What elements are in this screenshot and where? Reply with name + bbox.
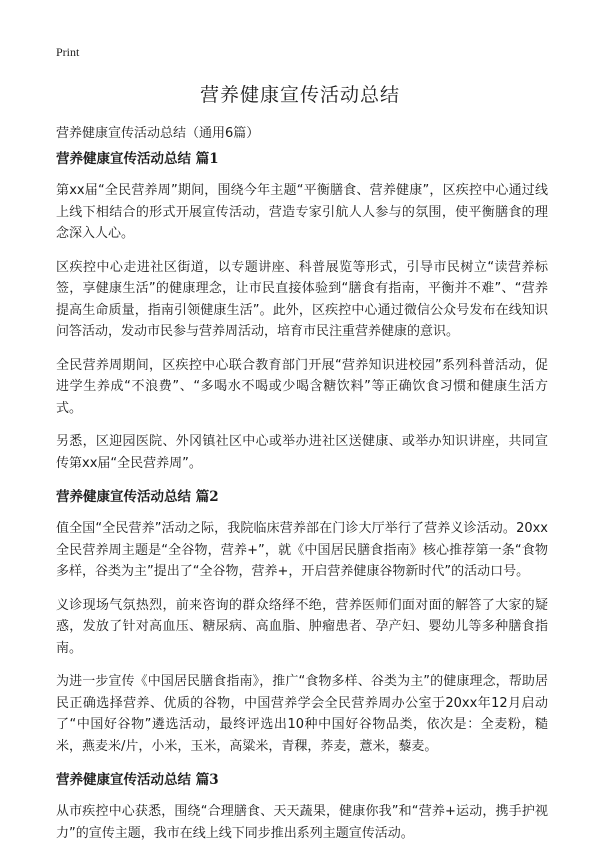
section-1-paragraph-2: 区疾控中心走进社区街道，以专题讲座、科普展览等形式，引导市民树立“读营养标签，享健康生活”的健康理念，让市民直接体验到“膳食有指南，平衡并不难”、“营养提高生命质量，指南引领健康生活”。此外，区疾控中心通过微信公众号发布在线知识问答活动，发动市民参与营养周活动，培育市民注重营养健康的意识。 [56,259,548,339]
section-1-paragraph-4: 另悉，区迎园医院、外冈镇社区中心或举办进社区送健康、或举办知识讲座，共同宣传第xx届“全民营养周”。 [56,434,548,471]
section-2-paragraph-1: 值全国“全民营养”活动之际，我院临床营养部在门诊大厅举行了营养义诊活动。20xx全民营养周主题是“全谷物，营养+”，就《中国居民膳食指南》核心推荐第一条“食物多样，谷类为主”提出了“全谷物，营养+，开启营养健康谷物新时代”的活动口号。 [56,521,548,579]
section-1-paragraph-1: 第xx届“全民营养周”期间，围绕今年主题“平衡膳食、营养健康”，区疾控中心通过线上线下相结合的形式开展宣传活动，营造专家引航人人参与的氛围，使平衡膳食的理念深入人心。 [56,183,548,241]
section-heading-2: 营养健康宣传活动总结 篇2 [56,489,219,505]
section-heading-1: 营养健康宣传活动总结 篇1 [56,151,219,167]
document-content [56,148,548,856]
section-heading-3: 营养健康宣传活动总结 篇3 [56,772,219,788]
section-1-paragraph-3: 全民营养周期间，区疾控中心联合教育部门开展“营养知识进校园”系列科普活动，促进学生养成“不浪费”、“多喝水不喝或少喝含糖饮料”等正确饮食习惯和健康生活方式。 [56,357,548,416]
section-2-paragraph-3: 为进一步宣传《中国居民膳食指南》，推广“食物多样、谷类为主”的健康理念，帮助居民正确选择营养、优质的谷物，中国营养学会全民营养周办公室于20xx年12月启动了“中国好谷物”遴选活动，最终评选出10种中国好谷物品类，依次是：全麦粉，糙米，燕麦米/片，小米，玉米，高粱米，青稞，荞麦，薏米，藜麦。 [56,674,548,754]
section-3-paragraph-1: 从市疾控中心获悉，围绕“合理膳食、天天蔬果，健康你我”和“营养+运动，携手护视力”的宣传主题，我市在线上线下同步推出系列主题宣传活动。 [56,804,548,841]
page-title: 营养健康宣传活动总结 [199,84,400,106]
section-2-paragraph-2: 义诊现场气氛热烈，前来咨询的群众络绎不绝，营养医师们面对面的解答了大家的疑惑，发放了针对高血压、糖尿病、高血脂、肿瘤患者、孕产妇、婴幼儿等多种膳食指南。 [56,597,548,656]
print-link[interactable]: Print [56,45,80,59]
document-subtitle: 营养健康宣传活动总结（通用6篇） [56,126,260,141]
